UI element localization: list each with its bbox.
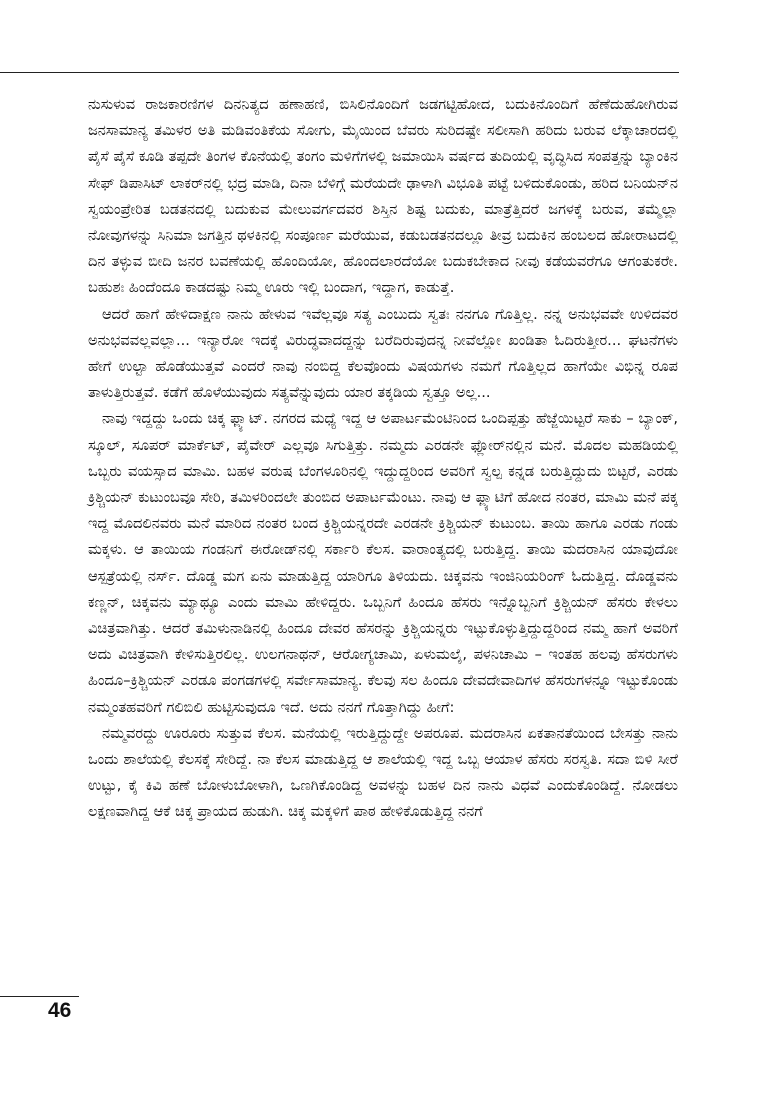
- footer-rule: [0, 996, 79, 997]
- body-text: [88, 92, 678, 826]
- header-rule: [0, 72, 679, 73]
- paragraph: ಆದರೆ ಹಾಗೆ ಹೇಳಿದಾಕ್ಷಣ ನಾನು ಹೇಳುವ ಇವೆಲ್ಲವೂ ಸತ್ಯ ಎಂಬುದು ಸ್ವತಃ ನನಗೂ ಗೊತ್ತಿಲ್ಲ. ನನ್ನ ಅನುಭವವೇ ಉಳಿದವರ ಅನುಭವವಲ್ಲವಲ್ಲಾ... ಇನ್ಯಾರೋ ಇದಕ್ಕೆ ವಿರುದ್ಧವಾದದ್ದನ್ನು ಬರೆದಿರುವುದನ್ನ ನೀವೆಲ್ಲೋ ಖಂಡಿತಾ ಓದಿರುತ್ತೀರ... ಘಟನೆಗಳು ಹೇಗೆ ಉಲ್ಟಾ ಹೊಡೆಯುತ್ತವೆ ಎಂದರೆ ನಾವು ನಂಬಿದ್ದ ಕೆಲವೊಂದು ವಿಷಯಗಳು ನಮಗೆ ಗೊತ್ತಿಲ್ಲದ ಹಾಗೆಯೇ ವಿಭಿನ್ನ ರೂಪ ತಾಳುತ್ತಿರುತ್ತವೆ. ಕಡೆಗೆ ಹೊಳೆಯುವುದು ಸತ್ಯವೆನ್ನುವುದು ಯಾರ ತಕ್ಕಡಿಯ ಸ್ವತ್ತೂ ಅಲ್ಲ...: [88, 305, 678, 402]
- paragraph: ನಮ್ಮವರದ್ದು ಊರೂರು ಸುತ್ತುವ ಕೆಲಸ. ಮನೆಯಲ್ಲಿ ಇರುತ್ತಿದ್ದುದ್ದೇ ಅಪರೂಪ. ಮದರಾಸಿನ ಏಕತಾನತೆಯಿಂದ ಬೇಸತ್ತು ನಾನು ಒಂದು ಶಾಲೆಯಲ್ಲಿ ಕೆಲಸಕ್ಕೆ ಸೇರಿದ್ದೆ. ನಾ ಕೆಲಸ ಮಾಡುತ್ತಿದ್ದ ಆ ಶಾಲೆಯಲ್ಲಿ ಇದ್ದ ಒಬ್ಬ ಆಯಾಳ ಹೆಸರು ಸರಸ್ವತಿ. ಸದಾ ಬಿಳಿ ಸೀರೆ ಉಟ್ಟು, ಕೈ ಕಿವಿ ಹಣೆ ಬೋಳುಬೋಳಾಗಿ, ಒಣಗಿಕೊಂಡಿದ್ದ ಅವಳನ್ನು ಬಹಳ ದಿನ ನಾನು ವಿಧವೆ ಎಂದುಕೊಂಡಿದ್ದೆ. ನೋಡಲು ಲಕ್ಷಣವಾಗಿದ್ದ ಆಕೆ ಚಿಕ್ಕ ಪ್ರಾಯದ ಹುಡುಗಿ. ಚಿಕ್ಕ ಮಕ್ಕಳಿಗೆ ಪಾಠ ಹೇಳಿಕೊಡುತ್ತಿದ್ದ ನನಗೆ: [88, 724, 678, 821]
- page-number: 46: [48, 999, 72, 1022]
- paragraph: ನುಸುಳುವ ರಾಜಕಾರಣಿಗಳ ದಿನನಿತ್ಯದ ಹಣಾಹಣಿ, ಬಿಸಿಲಿನೊಂದಿಗೆ ಜಡಗಟ್ಟಿಹೋದ, ಬದುಕಿನೊಂದಿಗೆ ಹೆಣೆದುಹೋಗಿರುವ ಜನಸಾಮಾನ್ಯ ತಮಿಳರ ಅತಿ ಮಡಿವಂತಿಕೆಯ ಸೋಗು, ಮೈಯಿಂದ ಬೆವರು ಸುರಿದಷ್ಟೇ ಸಲೀಸಾಗಿ ಹರಿದು ಬರುವ ಲೆಕ್ಕಾಚಾರದಲ್ಲಿ ಪೈಸೆ ಪೈಸೆ ಕೂಡಿ ತಪ್ಪದೇ ತಿಂಗಳ ಕೊನೆಯಲ್ಲಿ ತಂಗಂ ಮಳಿಗೆಗಳಲ್ಲಿ ಜಮಾಯಿಸಿ ವರ್ಷದ ತುದಿಯಲ್ಲಿ ವೃದ್ಧಿಸಿದ ಸಂಪತ್ತನ್ನು ಬ್ಯಾಂಕಿನ ಸೇಫ್ ಡಿಪಾಸಿಟ್ ಲಾಕರ್‌ನಲ್ಲಿ ಭದ್ರ ಮಾಡಿ, ದಿನಾ ಬೆಳಿಗ್ಗೆ ಮರೆಯದೇ ಢಾಳಾಗಿ ವಿಭೂತಿ ಪಟ್ಟೆ ಬಳಿದುಕೊಂಡು, ಹರಿದ ಬನಿಯನ್‌ನ ಸ್ವಯಂಪ್ರೇರಿತ ಬಡತನದಲ್ಲಿ ಬದುಕುವ ಮೇಲುವರ್ಗದವರ ಶಿಸ್ತಿನ ಶಿಷ್ಟ ಬದುಕು, ಮಾತ್ರೆತ್ತಿದರೆ ಜಗಳಕ್ಕೆ ಬರುವ, ತಮ್ಮೆಲ್ಲಾ ನೋವುಗಳನ್ನು ಸಿನಿಮಾ ಜಗತ್ತಿನ ಥಳಕಿನಲ್ಲಿ ಸಂಪೂರ್ಣ ಮರೆಯುವ, ಕಡುಬಡತನದಲ್ಲೂ ತೀವ್ರ ಬದುಕಿನ ಹಂಬಲದ ಹೋರಾಟದಲ್ಲಿ ದಿನ ತಳ್ಳುವ ಬೀದಿ ಜನರ ಬವಣೆಯಲ್ಲಿ ಹೊಂದಿಯೋ, ಹೊಂದಲಾರದೆಯೋ ಬದುಕಬೇಕಾದ ನೀವು ಕಡೆಯವರೆಗೂ ಆಗಂತುಕರೇ. ಬಹುಶಃ ಹಿಂದೆಂದೂ ಕಾಡದಷ್ಟು ನಿಮ್ಮ ಊರು ಇಲ್ಲಿ ಬಂದಾಗ, ಇದ್ದಾಗ, ಕಾಡುತ್ತೆ.: [88, 96, 678, 297]
- paragraph: ನಾವು ಇದ್ದದ್ದು ಒಂದು ಚಿಕ್ಕ ಫ್ಲ್ಯಾಟ್. ನಗರದ ಮಧ್ಯೆ ಇದ್ದ ಆ ಅಪಾರ್ಟಮೆಂಟಿನಿಂದ ಒಂದಿಪ್ಪತ್ತು ಹೆಜ್ಜೆಯಿಟ್ಟರೆ ಸಾಕು – ಬ್ಯಾಂಕ್, ಸ್ಕೂಲ್, ಸೂಪರ್ ಮಾರ್ಕೆಟ್, ಪೈವೇರ್ ಎಲ್ಲವೂ ಸಿಗುತ್ತಿತ್ತು. ನಮ್ಮದು ಎರಡನೇ ಫ್ಲೋರ್‌ನಲ್ಲಿನ ಮನೆ. ಮೊದಲ ಮಹಡಿಯಲ್ಲಿ ಒಬ್ಬರು ವಯಸ್ಸಾದ ಮಾಮಿ. ಬಹಳ ವರುಷ ಬೆಂಗಳೂರಿನಲ್ಲಿ ಇದ್ದುದ್ದರಿಂದ ಅವರಿಗೆ ಸ್ವಲ್ಪ ಕನ್ನಡ ಬರುತ್ತಿದ್ದುದು ಬಿಟ್ಟರೆ, ಎರಡು ಕ್ರಿಶ್ಚಿಯನ್ ಕುಟುಂಬವೂ ಸೇರಿ, ತಮಿಳರಿಂದಲೇ ತುಂಬಿದ ಅಪಾರ್ಟಮೆಂಟು. ನಾವು ಆ ಫ್ಲ್ಯಾಟಿಗೆ ಹೋದ ನಂತರ, ಮಾಮಿ ಮನೆ ಪಕ್ಕ ಇದ್ದ ಮೊದಲಿನವರು ಮನೆ ಮಾರಿದ ನಂತರ ಬಂದ ಕ್ರಿಶ್ಚಿಯನ್ನರದೇ ಎರಡನೇ ಕ್ರಿಶ್ಚಿಯನ್ ಕುಟುಂಬ. ತಾಯಿ ಹಾಗೂ ಎರಡು ಗಂಡು ಮಕ್ಕಳು. ಆ ತಾಯಿಯ ಗಂಡನಿಗೆ ಈರೋಡ್‌ನಲ್ಲಿ ಸರ್ಕಾರಿ ಕೆಲಸ. ವಾರಾಂತ್ಯದಲ್ಲಿ ಬರುತ್ತಿದ್ದ. ತಾಯಿ ಮದರಾಸಿನ ಯಾವುದೋ ಆಸ್ಪತ್ರೆಯಲ್ಲಿ ನರ್ಸ್. ದೊಡ್ಡ ಮಗ ಏನು ಮಾಡುತ್ತಿದ್ದ ಯಾರಿಗೂ ತಿಳಿಯದು. ಚಿಕ್ಕವನು ಇಂಜಿನಿಯರಿಂಗ್ ಓದುತ್ತಿದ್ದ. ದೊಡ್ಡವನು ಕಣ್ಣನ್, ಚಿಕ್ಕವನು ಮ್ಯಾಥ್ಯೂ ಎಂದು ಮಾಮಿ ಹೇಳಿದ್ದರು. ಒಬ್ಬನಿಗೆ ಹಿಂದೂ ಹೆಸರು ಇನ್ನೊಬ್ಬನಿಗೆ ಕ್ರಿಶ್ಚಿಯನ್ ಹೆಸರು ಕೇಳಲು ವಿಚಿತ್ರವಾಗಿತ್ತು. ಆದರೆ ತಮಿಳುನಾಡಿನಲ್ಲಿ ಹಿಂದೂ ದೇವರ ಹೆಸರನ್ನು ಕ್ರಿಶ್ಚಿಯನ್ನರು ಇಟ್ಟುಕೊಳ್ಳುತ್ತಿದ್ದುದ್ದರಿಂದ ನಮ್ಮ ಹಾಗೆ ಅವರಿಗೆ ಅದು ವಿಚಿತ್ರವಾಗಿ ಕೇಳಿಸುತ್ತಿರಲಿಲ್ಲ. ಉಲಗನಾಥನ್, ಆರೋಗ್ಯಚಾಮಿ, ಏಳುಮಲೈ, ಪಳನಿಚಾಮಿ – ಇಂತಹ ಹಲವು ಹೆಸರುಗಳು ಹಿಂದೂ–ಕ್ರಿಶ್ಚಿಯನ್ ಎರಡೂ ಪಂಗಡಗಳಲ್ಲಿ ಸರ್ವೇಸಾಮಾನ್ಯ. ಕೆಲವು ಸಲ ಹಿಂದೂ ದೇವದೇವಾದಿಗಳ ಹೆಸರುಗಳನ್ನೂ ಇಟ್ಟುಕೊಂಡು ನಮ್ಮಂತಹವರಿಗೆ ಗಲಿಬಿಲಿ ಹುಟ್ಟಿಸುವುದೂ ಇದೆ. ಅದು ನನಗೆ ಗೊತ್ತಾಗಿದ್ದು ಹೀಗೆ:: [88, 410, 678, 716]
